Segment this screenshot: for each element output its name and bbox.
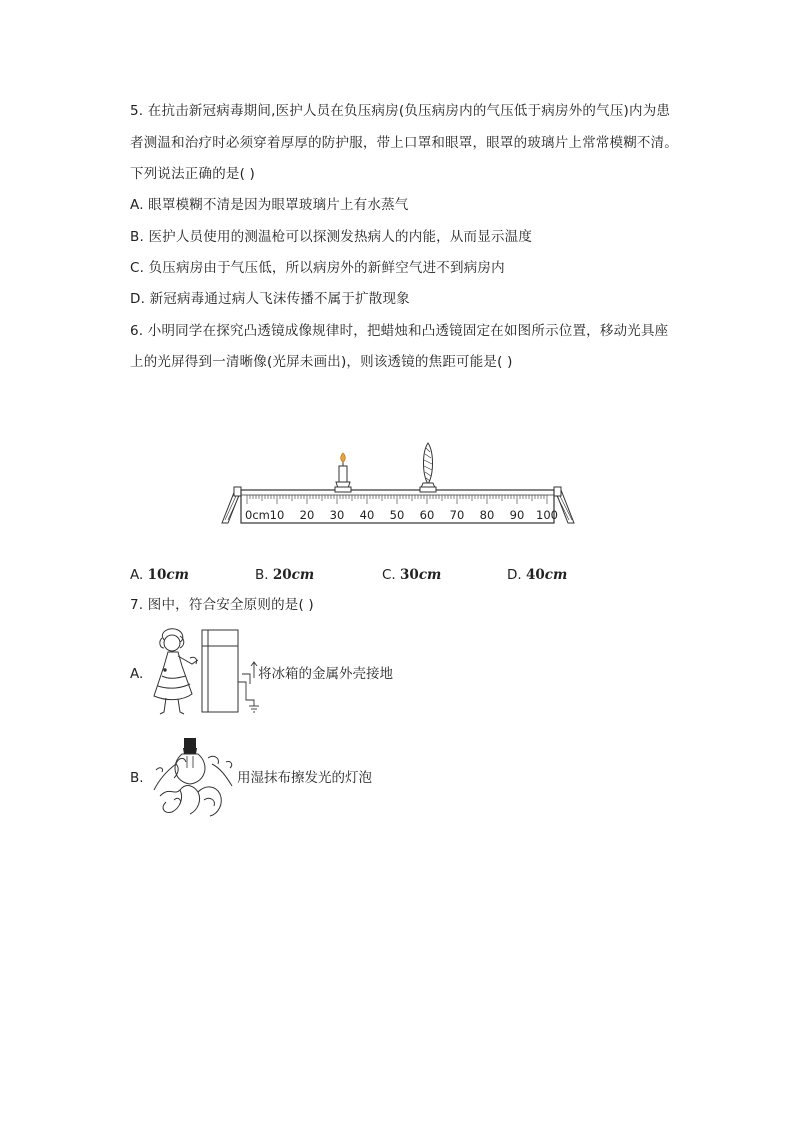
q6-option-d-value: 40 [525, 567, 545, 583]
bench-label: 20 [299, 508, 315, 522]
q5-option-d[interactable]: D. 新冠病毒通过病人飞沫传播不属于扩散现象 [130, 291, 410, 307]
bench-label: 30 [329, 508, 345, 522]
fridge-grounding-illustration [150, 626, 270, 718]
convex-lens [420, 443, 436, 492]
optical-bench-figure [220, 440, 580, 532]
q6-stem-line-2: 上的光屏得到一清晰像(光屏未画出)，则该透镜的焦距可能是( ) [130, 354, 513, 370]
light-bulb-icon [175, 738, 205, 784]
q6-option-c-value: 30 [400, 567, 419, 583]
fridge [202, 630, 238, 712]
q6-option-d[interactable] [507, 565, 567, 585]
bench-label: 0cm [245, 508, 270, 522]
q6-option-c-unit: cm [418, 567, 442, 583]
q7-option-a-caption: 将冰箱的金属外壳接地 [258, 666, 393, 682]
ground-wire-icon [238, 662, 259, 712]
q6-option-b-unit: cm [291, 567, 315, 583]
q6-option-a-value: 10 [147, 567, 167, 583]
q7-option-b-letter[interactable]: B. [130, 770, 144, 786]
bench-label: 90 [509, 508, 525, 522]
q7-option-a-letter[interactable]: A. [130, 666, 144, 682]
q6-option-a-letter: A. [130, 567, 144, 583]
q5-stem-line-3: 下列说法正确的是( ) [130, 166, 256, 182]
q6-option-d-unit: cm [544, 567, 568, 583]
q6-option-b-value: 20 [272, 567, 292, 583]
q5-option-c[interactable]: C. 负压病房由于气压低，所以病房外的新鲜空气进不到病房内 [130, 260, 505, 276]
q6-option-c-letter: C. [382, 567, 396, 583]
candle [335, 453, 351, 492]
q5-option-a[interactable]: A. 眼罩模糊不清是因为眼罩玻璃片上有水蒸气 [130, 197, 409, 213]
q6-option-c[interactable] [382, 565, 441, 585]
q6-option-b-letter: B. [255, 567, 269, 583]
bench-label: 50 [389, 508, 405, 522]
bench-label: 80 [479, 508, 495, 522]
q6-option-d-letter: D. [507, 567, 522, 583]
bench-left-leg [222, 487, 241, 523]
wet-cloth-bulb-illustration [150, 734, 240, 818]
bench-label: 10 [269, 508, 285, 522]
q7-stem: 7. 图中，符合安全原则的是( ) [130, 597, 314, 613]
q6-option-b[interactable] [255, 565, 314, 585]
q5-stem-line-1: 5. 在抗击新冠病毒期间,医护人员在负压病房(负压病房内的气压低于病房外的气压)内为患 [130, 103, 671, 119]
q6-option-a-unit: cm [166, 567, 189, 583]
q7-option-b-caption: 用湿抹布擦发光的灯泡 [237, 770, 372, 786]
bench-label: 100 [536, 508, 558, 522]
q6-stem-line-1: 6. 小明同学在探究凸透镜成像规律时，把蜡烛和凸透镜固定在如图所示位置，移动光具座 [130, 323, 669, 339]
girl-figure [154, 629, 198, 714]
q5-option-b[interactable]: B. 医护人员使用的测温枪可以探测发热病人的内能，从而显示温度 [130, 229, 533, 245]
q6-option-a[interactable] [130, 565, 189, 585]
bench-label: 60 [419, 508, 435, 522]
q5-stem-line-2: 者测温和治疗时必须穿着厚厚的防护服，带上口罩和眼罩，眼罩的玻璃片上常常模糊不清。 [130, 135, 678, 151]
bench-label: 40 [359, 508, 375, 522]
bench-label: 70 [449, 508, 465, 522]
